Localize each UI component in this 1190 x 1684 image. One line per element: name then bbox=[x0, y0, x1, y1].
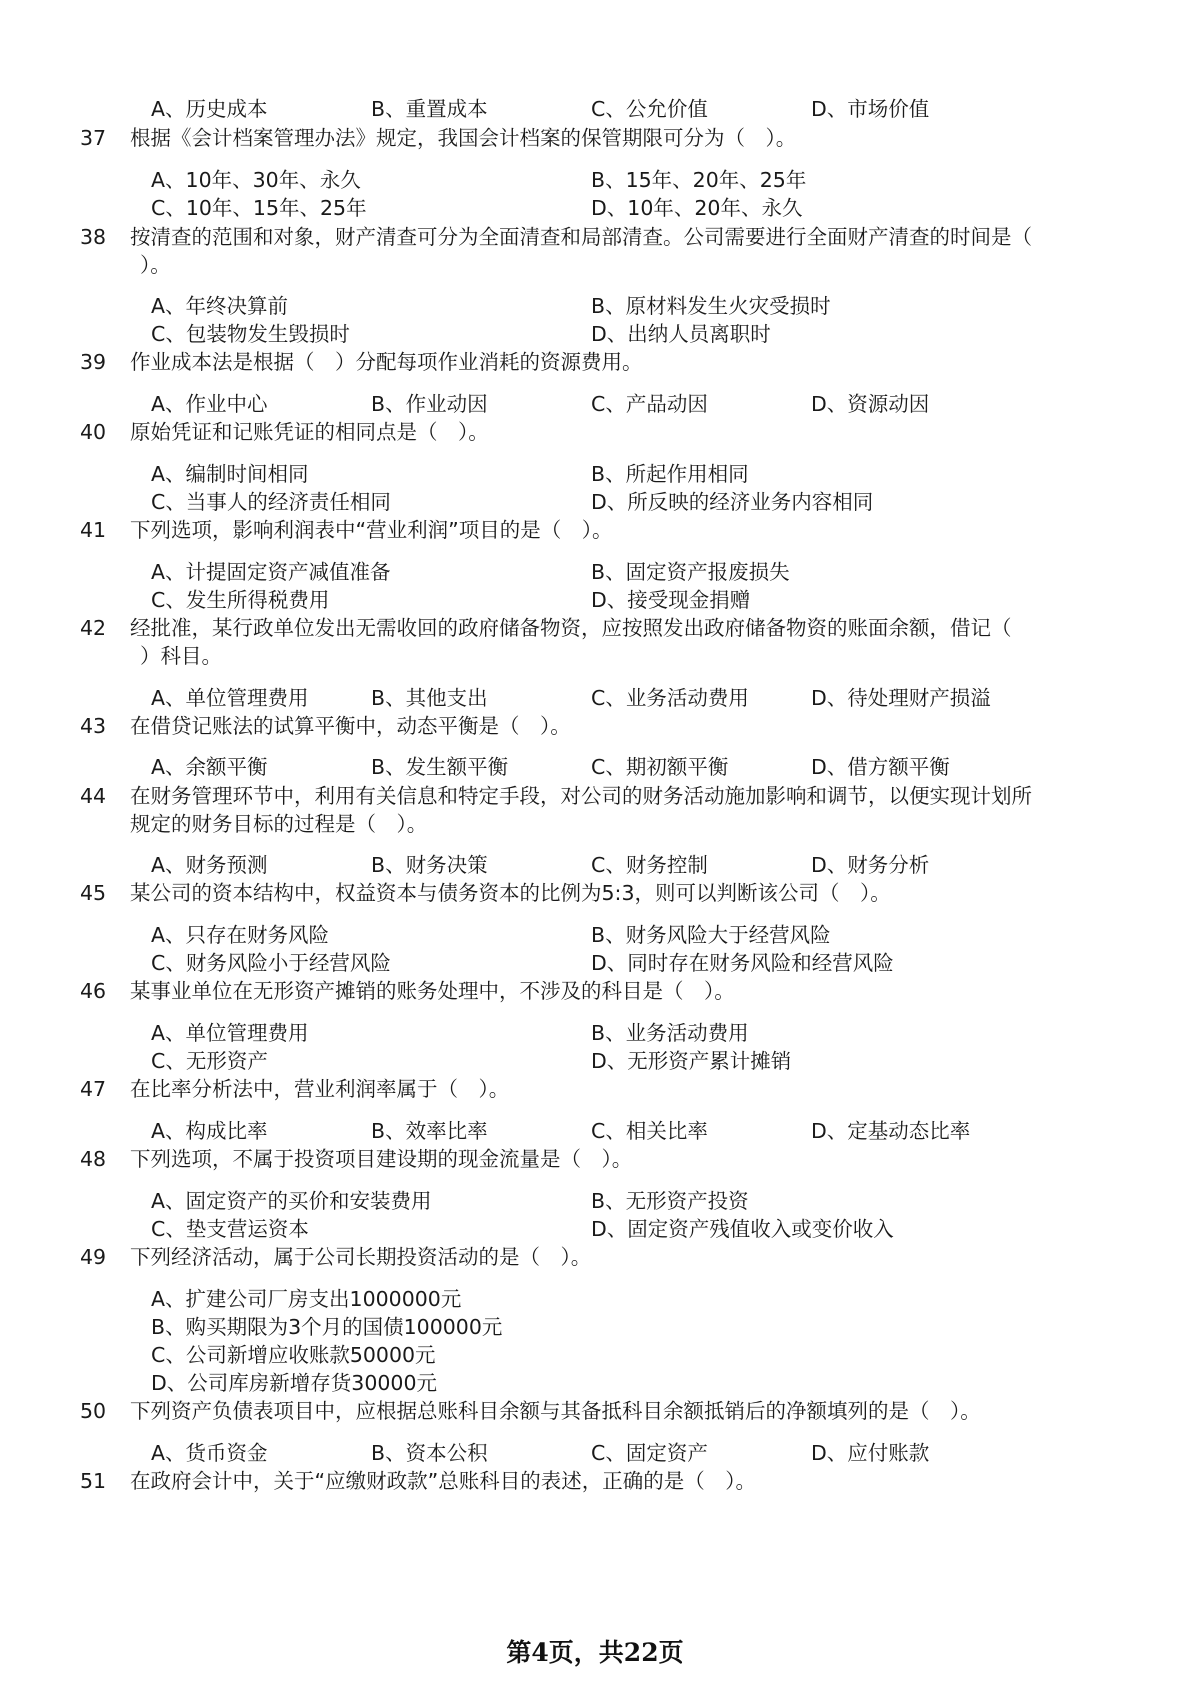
option-b: B、发生额平衡 bbox=[371, 755, 509, 779]
question-number: 51 bbox=[80, 1469, 107, 1493]
option-b: B、重置成本 bbox=[371, 97, 488, 121]
option-d: D、接受现金捐赠 bbox=[591, 588, 751, 612]
question-text: 作业成本法是根据（ ）分配每项作业消耗的资源费用。 bbox=[130, 350, 643, 374]
option-c: C、固定资产 bbox=[591, 1441, 708, 1465]
question-text: 在借贷记账法的试算平衡中，动态平衡是（ ）。 bbox=[130, 714, 571, 738]
option-a: A、历史成本 bbox=[151, 97, 268, 121]
question-text: 下列经济活动，属于公司长期投资活动的是（ ）。 bbox=[130, 1245, 592, 1269]
option-b: B、资本公积 bbox=[371, 1441, 488, 1465]
question-number: 44 bbox=[80, 784, 107, 808]
option-c: C、包装物发生毁损时 bbox=[151, 322, 350, 346]
option-a: A、10年、30年、永久 bbox=[151, 168, 361, 192]
question-text: 在比率分析法中，营业利润率属于（ ）。 bbox=[130, 1077, 510, 1101]
option-a: A、扩建公司厂房支出1000000元 bbox=[151, 1287, 462, 1311]
option-c: C、10年、15年、25年 bbox=[151, 196, 367, 220]
question-number: 46 bbox=[80, 979, 107, 1003]
option-b: B、业务活动费用 bbox=[591, 1021, 749, 1045]
option-a: A、固定资产的买价和安装费用 bbox=[151, 1189, 432, 1213]
question-number: 39 bbox=[80, 350, 107, 374]
option-a: A、财务预测 bbox=[151, 853, 268, 877]
page-footer: 第4页，共22页 bbox=[506, 1638, 684, 1667]
question-number: 42 bbox=[80, 616, 107, 640]
option-b: B、其他支出 bbox=[371, 686, 488, 710]
option-d: D、所反映的经济业务内容相同 bbox=[591, 490, 874, 514]
question-text: 经批准，某行政单位发出无需收回的政府储备物资，应按照发出政府储备物资的账面余额，借记（ bbox=[130, 616, 1012, 640]
option-d: D、待处理财产损溢 bbox=[811, 686, 991, 710]
option-d: D、无形资产累计摊销 bbox=[591, 1049, 792, 1073]
option-b: B、无形资产投资 bbox=[591, 1189, 749, 1213]
question-text-continued: ）科目。 bbox=[140, 644, 222, 668]
option-c: C、发生所得税费用 bbox=[151, 588, 330, 612]
option-c: C、财务风险小于经营风险 bbox=[151, 951, 391, 975]
option-d: D、公司库房新增存货30000元 bbox=[151, 1371, 437, 1395]
option-d: D、同时存在财务风险和经营风险 bbox=[591, 951, 894, 975]
option-d: D、借方额平衡 bbox=[811, 755, 950, 779]
option-c: C、业务活动费用 bbox=[591, 686, 749, 710]
option-b: B、效率比率 bbox=[371, 1119, 488, 1143]
question-number: 50 bbox=[80, 1399, 107, 1423]
option-a: A、年终决算前 bbox=[151, 294, 289, 318]
option-d: D、应付账款 bbox=[811, 1441, 930, 1465]
option-a: A、只存在财务风险 bbox=[151, 923, 330, 947]
option-d: D、市场价值 bbox=[811, 97, 930, 121]
option-c: C、无形资产 bbox=[151, 1049, 268, 1073]
question-text-continued: ）。 bbox=[140, 253, 171, 277]
question-number: 40 bbox=[80, 420, 107, 444]
question-text: 原始凭证和记账凭证的相同点是（ ）。 bbox=[130, 420, 489, 444]
question-text: 下列选项，不属于投资项目建设期的现金流量是（ ）。 bbox=[130, 1147, 633, 1171]
question-number: 43 bbox=[80, 714, 107, 738]
option-b: B、购买期限为3个月的国债100000元 bbox=[151, 1315, 503, 1339]
option-b: B、原材料发生火灾受损时 bbox=[591, 294, 831, 318]
question-text: 在财务管理环节中，利用有关信息和特定手段，对公司的财务活动施加影响和调节，以便实现计划所 bbox=[130, 784, 1032, 808]
question-text: 下列资产负债表项目中，应根据总账科目余额与其备抵科目余额抵销后的净额填列的是（ ）。 bbox=[130, 1399, 981, 1423]
option-c: C、公司新增应收账款50000元 bbox=[151, 1343, 436, 1367]
option-c: C、期初额平衡 bbox=[591, 755, 729, 779]
option-a: A、构成比率 bbox=[151, 1119, 268, 1143]
option-d: D、固定资产残值收入或变价收入 bbox=[591, 1217, 894, 1241]
question-number: 47 bbox=[80, 1077, 107, 1101]
option-b: B、固定资产报废损失 bbox=[591, 560, 790, 584]
question-number: 41 bbox=[80, 518, 107, 542]
question-number: 37 bbox=[80, 126, 107, 150]
option-c: C、当事人的经济责任相同 bbox=[151, 490, 391, 514]
question-number: 48 bbox=[80, 1147, 107, 1171]
question-text: 下列选项，影响利润表中“营业利润”项目的是（ ）。 bbox=[130, 518, 613, 542]
question-number: 49 bbox=[80, 1245, 107, 1269]
question-number: 45 bbox=[80, 881, 107, 905]
question-text-continued: 规定的财务目标的过程是（ ）。 bbox=[130, 812, 428, 836]
option-b: B、财务风险大于经营风险 bbox=[591, 923, 831, 947]
question-text: 某事业单位在无形资产摊销的账务处理中，不涉及的科目是（ ）。 bbox=[130, 979, 735, 1003]
question-text: 按清查的范围和对象，财产清查可分为全面清查和局部清查。公司需要进行全面财产清查的时间是（ bbox=[130, 225, 1032, 249]
option-a: A、作业中心 bbox=[151, 392, 268, 416]
option-c: C、垫支营运资本 bbox=[151, 1217, 309, 1241]
option-b: B、15年、20年、25年 bbox=[591, 168, 807, 192]
question-text: 根据《会计档案管理办法》规定，我国会计档案的保管期限可分为（ ）。 bbox=[130, 126, 797, 150]
option-d: D、资源动因 bbox=[811, 392, 930, 416]
option-a: A、单位管理费用 bbox=[151, 1021, 309, 1045]
option-d: D、财务分析 bbox=[811, 853, 930, 877]
question-text: 某公司的资本结构中，权益资本与债务资本的比例为5:3，则可以判断该公司（ ）。 bbox=[130, 881, 891, 905]
option-a: A、货币资金 bbox=[151, 1441, 268, 1465]
option-a: A、计提固定资产减值准备 bbox=[151, 560, 391, 584]
option-d: D、出纳人员离职时 bbox=[591, 322, 771, 346]
option-a: A、余额平衡 bbox=[151, 755, 268, 779]
question-number: 38 bbox=[80, 225, 107, 249]
option-b: B、财务决策 bbox=[371, 853, 488, 877]
option-c: C、相关比率 bbox=[591, 1119, 708, 1143]
option-c: C、公允价值 bbox=[591, 97, 708, 121]
option-b: B、所起作用相同 bbox=[591, 462, 749, 486]
question-text: 在政府会计中，关于“应缴财政款”总账科目的表述，正确的是（ ）。 bbox=[130, 1469, 756, 1493]
option-a: A、编制时间相同 bbox=[151, 462, 309, 486]
option-a: A、单位管理费用 bbox=[151, 686, 309, 710]
option-c: C、产品动因 bbox=[591, 392, 708, 416]
option-c: C、财务控制 bbox=[591, 853, 708, 877]
option-b: B、作业动因 bbox=[371, 392, 488, 416]
option-d: D、10年、20年、永久 bbox=[591, 196, 803, 220]
option-d: D、定基动态比率 bbox=[811, 1119, 971, 1143]
